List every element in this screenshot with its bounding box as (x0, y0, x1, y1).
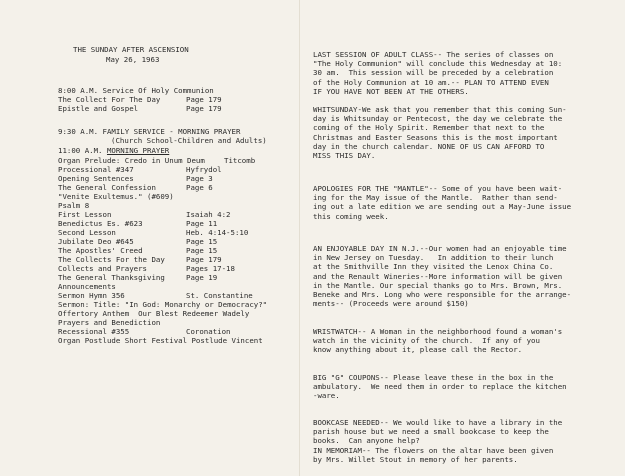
notice-line: parish house but we need a small bookcase to keep the (313, 427, 549, 437)
order-item-label: Jubilate Deo #645 (58, 237, 134, 246)
recessional-tune: Coronation (186, 327, 231, 336)
notice-line: WHITSUNDAY-We ask that you remember that this coming Sun- (313, 105, 567, 114)
notice-line: coming of the Holy Spirit. Remember that next to the (313, 123, 545, 133)
notice-line: IN MEMORIAM-- The flowers on the altar have been given (313, 446, 554, 455)
order-item-label: The General Confession (58, 183, 156, 192)
notice-line: day is Whitsunday or Pentecost, the day we celebrate the (313, 114, 563, 124)
bulletin-title: THE SUNDAY AFTER ASCENSION (73, 45, 189, 54)
offertory-anthem: Offertory Anthem Our Blest Redeemer Wadely (58, 309, 250, 318)
notice-line: this coming week. (313, 211, 389, 221)
notice-line: "The Holy Communion" will conclude this Wednesday at 10: (313, 59, 563, 69)
notice-line: ing out a late edition we are sending out a May-June issue (313, 202, 572, 212)
notice-line: by Mrs. Willet Stout in memory of her parents. (313, 455, 518, 465)
order-item-label: Collects and Prayers (58, 264, 147, 273)
notice-line: BOOKCASE NEEDED-- We would like to have a library in the (313, 418, 563, 427)
notice-line: in New Jersey on Tuesday. In addition to their lunch (313, 253, 554, 263)
order-item-value: St. Constantine (186, 291, 253, 300)
recessional-label: Recessional #355 (58, 327, 130, 336)
service-item-page: Page 179 (186, 104, 222, 113)
notice-line: AN ENJOYABLE DAY IN N.J.--Our women had an enjoyable time (313, 244, 567, 253)
notice-line: ambulatory. We need them in order to replace the kitchen (313, 382, 567, 392)
order-item-label: Announcements (58, 282, 116, 291)
notice-line: -ware. (313, 391, 340, 401)
service-family-title: 9:30 A.M. FAMILY SERVICE - MORNING PRAYER (58, 127, 241, 136)
prayers-benediction: Prayers and Benediction (58, 318, 161, 327)
service-late-title (58, 146, 169, 155)
order-item-value: Heb. 4:14-5:10 (186, 228, 249, 237)
order-item-label: Benedictus Es. #623 (58, 219, 143, 228)
service-item-page: Page 179 (186, 95, 222, 104)
service-early-title: 8:00 A.M. Service Of Holy Communion (58, 86, 214, 95)
order-item-label: Opening Sentences (58, 174, 134, 183)
order-item-value: Page 19 (186, 273, 218, 282)
order-item-value: Hyfrydol (186, 165, 222, 174)
organ-postlude: Organ Postlude Short Festival Postlude Vincent (58, 336, 263, 345)
notice-line: LAST SESSION OF ADULT CLASS-- The series of classes on (313, 50, 554, 59)
order-item-label: Sermon Hymn 356 (58, 291, 125, 300)
notice-line: of the Holy Communion at 10 am.-- PLAN TO ATTEND EVEN (313, 77, 549, 87)
notice-line: MISS THIS DAY. (313, 151, 376, 160)
notice-line: at the Smithville Inn they visited the Lenox China Co. (313, 262, 554, 272)
morning-prayer-heading: MORNING PRAYER (106, 146, 170, 155)
notice-line: know anything about it, please call the Rector. (313, 345, 523, 355)
sermon-title: Sermon: Title: "In God: Monarchy or Democracy?" (58, 300, 268, 309)
order-item-value: Page 6 (186, 183, 213, 192)
notice-line: books. Can anyone help? (313, 436, 420, 446)
notice-line: and the Renault Wineries--More information will be given (313, 271, 563, 281)
order-item-label: Processional #347 (58, 165, 134, 174)
order-item-value: Page 15 (186, 246, 218, 255)
notice-line: day in the church calendar. NONE OF US CAN AFFORD TO (313, 141, 545, 151)
service-item-label: Epistle and Gospel (58, 104, 139, 113)
order-item-label: The General Thanksgiving (58, 273, 165, 282)
order-item-value: Titcomb (224, 156, 256, 165)
bulletin-date: May 26, 1963 (106, 55, 160, 64)
order-item-value: Isaiah 4:2 (186, 210, 231, 219)
notice-line: ing for the May issue of the Mantle. Rather than send- (313, 193, 558, 203)
order-item-label: Organ Prelude: Credo in Unum Deum (58, 156, 205, 165)
order-item-value: Pages 17-18 (186, 264, 235, 273)
notice-line: in the Mantle. Our special thanks go to Mrs. Brown, Mrs. (313, 280, 563, 290)
order-item-label: First Lesson (58, 210, 112, 219)
service-late-time: 11:00 A.M. (58, 146, 107, 155)
notice-line: BIG "G" COUPONS-- Please leave these in the box in the (313, 373, 554, 382)
order-item-label: Second Lesson (58, 228, 116, 237)
order-item-value: Page 11 (186, 219, 218, 228)
notice-line: ments-- (Proceeds were around $150) (313, 299, 469, 309)
order-item-value: Page 15 (186, 237, 218, 246)
order-item-value: Page 3 (186, 174, 213, 183)
notice-line: IF YOU HAVE NOT BEEN AT THE OTHERS. (313, 86, 469, 96)
notice-line: watch in the vicinity of the church. If any of you (313, 336, 540, 346)
service-family-subtitle: (Church School-Children and Adults) (111, 136, 267, 145)
page-fold (299, 0, 300, 476)
notice-line: 30 am. This session will be preceded by a celebration (313, 68, 554, 78)
order-item-label: Psalm 8 (58, 201, 90, 210)
notice-line: Christmas and Easter Seasons this is the most important (313, 132, 558, 142)
order-item-label: The Collects For the Day (58, 255, 165, 264)
notice-line: WRISTWATCH-- A Woman in the neighborhood found a woman's (313, 327, 563, 336)
notice-line: Beneke and Mrs. Long who were responsible for the arrange- (313, 290, 572, 299)
notice-line: APOLOGIES FOR THE "MANTLE"-- Some of you have been wait- (313, 184, 563, 193)
order-item-label: "Venite Exultemus." (#609) (58, 192, 174, 201)
order-item-label: The Apostles' Creed (58, 246, 143, 255)
service-item-label: The Collect For The Day (58, 95, 161, 104)
order-item-value: Page 179 (186, 255, 222, 264)
